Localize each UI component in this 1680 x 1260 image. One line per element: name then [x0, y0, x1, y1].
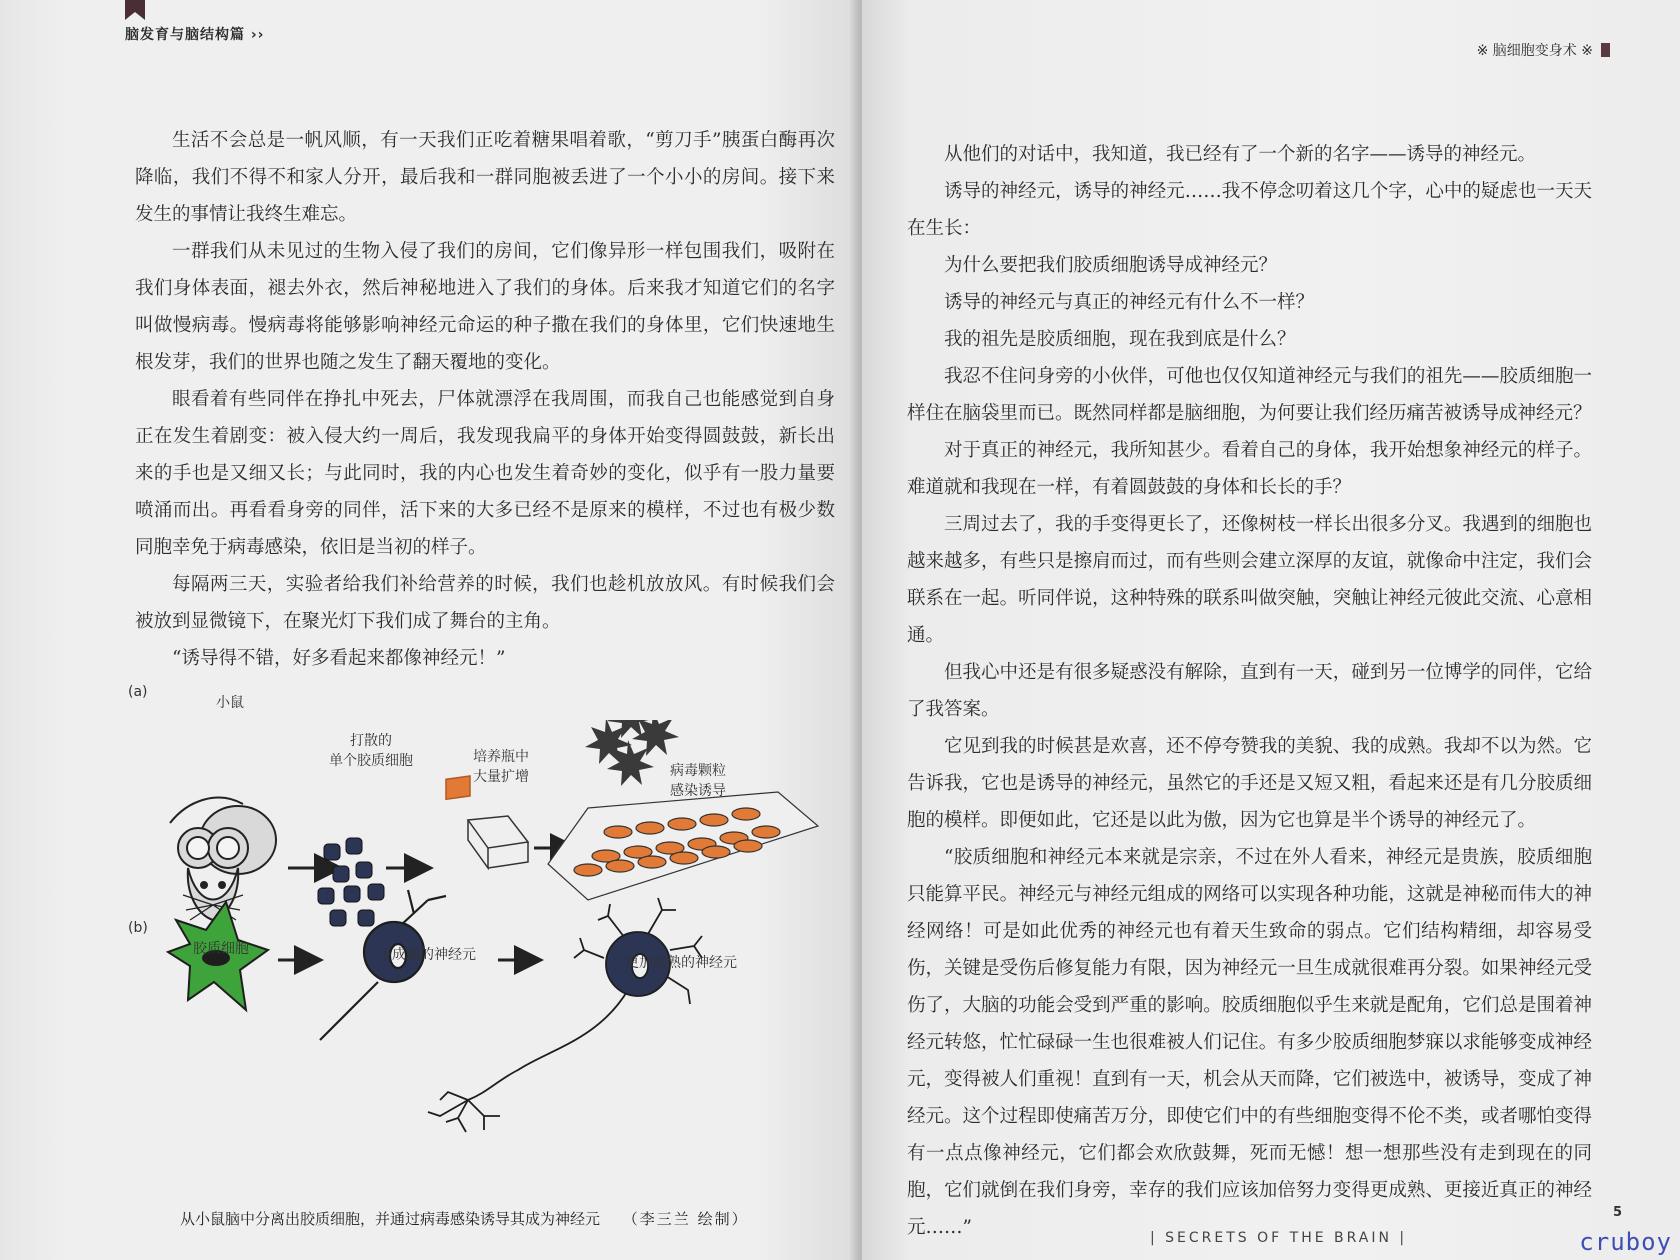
bookmark-ribbon — [125, 0, 145, 20]
label-line: 打散的 — [350, 733, 392, 749]
footer-series-title: | SECRETS OF THE BRAIN | — [1150, 1230, 1408, 1246]
mouse-drawing — [170, 798, 276, 920]
paragraph: 从他们的对话中，我知道，我已经有了一个新的名字——诱导的神经元。 — [944, 144, 1537, 165]
paragraph: 三周过去了，我的手变得更长了，还像树枝一样长出很多分叉。我遇到的细胞也越来越多，有些只是擦肩而过，而有些则会建立深厚的友谊，就像命中注定，我们会联系在一起。听同伴说，这种特殊的联系叫做突触，突触让神经元彼此交流、心意相通。 — [907, 514, 1592, 646]
paragraph: 生活不会总是一帆风顺，有一天我们正吃着糖果唱着歌，“剪刀手”胰蛋白酶再次降临，我们不得不和家人分开，最后我和一群同胞被丢进了一个小小的房间。接下来发生的事情让我终生难忘。 — [135, 130, 835, 225]
label-line: 感染诱导 — [670, 783, 726, 799]
paragraph: 为什么要把我们胶质细胞诱导成神经元？ — [944, 255, 1278, 276]
label-virus — [648, 760, 748, 800]
caption-credit: （李三兰 绘制） — [622, 1210, 749, 1228]
paragraph: 我忍不住问身旁的小伙伴，可他也仅仅知道神经元与我们的祖先——胶质细胞一样住在脑袋里而已。既然同样都是脑细胞，为何要让我们经历痛苦被诱导成神经元？ — [907, 366, 1592, 424]
page-number: 5 — [1612, 1205, 1622, 1220]
label-mouse: 小鼠 — [216, 695, 244, 711]
multiwell-plate-drawing — [548, 792, 818, 900]
label-expand — [456, 746, 546, 786]
paragraph: 诱导的神经元，诱导的神经元……我不停念叨着这几个字，心中的疑虑也一天天在生长： — [907, 181, 1592, 239]
figure-illustration — [128, 684, 828, 1190]
label-line: 病毒颗粒 — [670, 763, 726, 779]
panel-a-label: (a) — [128, 684, 148, 700]
running-header-left: 脑发育与脑结构篇 ›› — [125, 27, 265, 43]
panel-b-label: (b) — [128, 920, 148, 936]
chapter-title: ※ 脑细胞变身术 ※ — [1476, 43, 1593, 59]
paragraph: 对于真正的神经元，我所知甚少。看着自己的身体，我开始想象神经元的样子。难道就和我现在一样，有着圆鼓鼓的身体和长长的手？ — [907, 440, 1592, 498]
label-line: 大量扩增 — [473, 769, 529, 785]
paragraph: 我的祖先是胶质细胞，现在我到底是什么？ — [944, 329, 1296, 350]
paragraph: 它见到我的时候甚是欢喜，还不停夸赞我的美貌、我的成熟。我却不以为然。它告诉我，它也是诱导的神经元，虽然它的手还是又短又粗，看起来还是有几分胶质细胞的模样。即便如此，它还是以此为傲，因为它也算是半个诱导的神经元了。 — [907, 736, 1592, 831]
paragraph: 每隔两三天，实验者给我们补给营养的时候，我们也趁机放放风。有时候我们会被放到显微镜下，在聚光灯下我们成了舞台的主角。 — [135, 574, 835, 632]
label-mature-neuron: 更加成熟的神经元 — [625, 955, 737, 971]
header-marker-icon — [1601, 43, 1610, 57]
right-page-body — [907, 136, 1592, 1246]
label-dissociated — [316, 730, 426, 770]
paragraph: “诱导得不错，好多看起来都像神经元！” — [172, 648, 506, 669]
paragraph: 眼看着有些同伴在挣扎中死去，尸体就漂浮在我周围，而我自己也能感觉到自身正在发生着剧变：被入侵大约一周后，我发现我扁平的身体开始变得圆鼓鼓，新长出来的手也是又细又长；与此同时，我的内心也发生着奇妙的变化，似乎有一股力量要喷涌而出。再看看身旁的同伴，活下来的大多已经不是原来的模样，不过也有极少数同胞幸免于病毒感染，依旧是当初的样子。 — [135, 389, 835, 558]
label-line: 培养瓶中 — [473, 749, 529, 765]
left-page-body — [135, 122, 835, 677]
label-glia: 胶质细胞 — [193, 941, 249, 957]
paragraph: 诱导的神经元与真正的神经元有什么不一样？ — [944, 292, 1315, 313]
paragraph: 但我心中还是有很多疑惑没有解除，直到有一天，碰到另一位博学的同伴，它给了我答案。 — [907, 662, 1592, 720]
figure-caption — [180, 1208, 749, 1229]
culture-flask-drawing — [446, 776, 528, 868]
mature-neuron-drawing — [428, 898, 702, 1132]
running-header-right — [1477, 40, 1610, 60]
label-line: 单个胶质细胞 — [329, 753, 413, 769]
paragraph: “胶质细胞和神经元本来就是宗亲，不过在外人看来，神经元是贵族，胶质细胞只能算平民。神经元与神经元组成的网络可以实现各种功能，这就是神秘而伟大的神经网络！可是如此优秀的神经元也有着天生致命的弱点。它们结构精细，却容易受伤，关键是受伤后修复能力有限，因为神经元一旦生成就很难再分裂。如果神经元受伤了，大脑的功能会受到严重的影响。胶质细胞似乎生来就是配角，它们总是围着神经元转悠，忙忙碌碌一生也很难被人们记住。有多少胶质细胞梦寐以求能够变成神经元，变得被人们重视！直到有一天，机会从天而降，它们被选中，被诱导，变成了神经元。这个过程即使痛苦万分，即使它们中的有些细胞变得不伦不类，或者哪怕变得有一点点像神经元，它们都会欢欣鼓舞，死而无憾！想一想那些没有走到现在的同胞，它们就倒在我们身旁，幸存的我们应该加倍努力变得更成熟、更接近真正的神经元……” — [907, 847, 1592, 1238]
caption-text: 从小鼠脑中分离出胶质细胞，并通过病毒感染诱导其成为神经元 — [180, 1210, 601, 1228]
watermark: cruboy — [1579, 1228, 1672, 1256]
paragraph: 一群我们从未见过的生物入侵了我们的房间，它们像异形一样包围我们，吸附在我们身体表面，褪去外衣，然后神秘地进入了我们的身体。后来我才知道它们的名字叫做慢病毒。慢病毒将能够影响神经元命运的种子撒在我们的身体里，它们快速地生根发芽，我们的世界也随之发生了翻天覆地的变化。 — [135, 241, 835, 373]
label-immature-neuron: 不成熟的神经元 — [378, 947, 476, 963]
dissociated-cells-drawing — [318, 838, 384, 926]
